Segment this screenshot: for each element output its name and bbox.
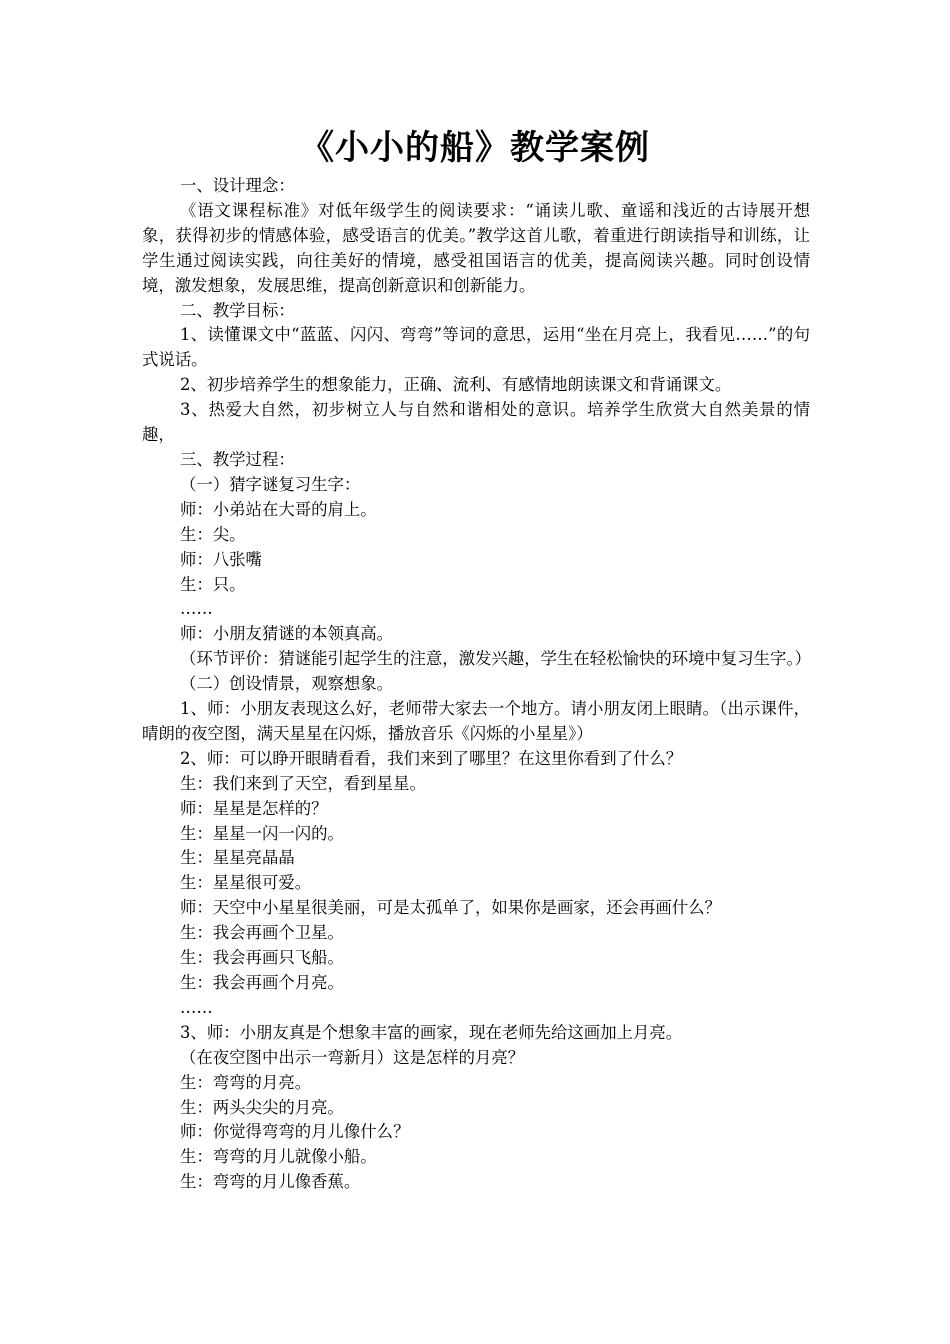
dialogue-line: 生：星星很可爱。 (180, 873, 312, 893)
dialogue-line: 师：星星是怎样的？ (180, 798, 328, 818)
dialogue-line: 生：我们来到了天空，看到星星。 (180, 773, 426, 793)
step-3: 3、师：小朋友真是个想象丰富的画家，现在老师先给这画加上月亮。 (180, 1022, 683, 1042)
goal-item-1: 1、读懂课文中“蓝蓝、闪闪、弯弯”等词的意思，运用“坐在月亮上，我看见……”的句式说话。 (142, 325, 810, 370)
dialogue-line: 生：星星一闪一闪的。 (180, 823, 344, 843)
goal-item-3: 3、热爱大自然，初步树立人与自然和谐相处的意识。培养学生欣赏大自然美景的情趣， (142, 400, 810, 445)
dialogue-line: 生：尖。 (180, 524, 246, 544)
dialogue-line: 师：你觉得弯弯的月儿像什么？ (180, 1122, 410, 1142)
section-heading-teaching-goals: 二、教学目标： (180, 300, 295, 320)
document-body (142, 174, 810, 1195)
step-1: 1、师：小朋友表现这么好，老师带大家去一个地方。请小朋友闭上眼睛。（出示课件，晴朗的夜空图，满天星星在闪烁，播放音乐《闪烁的小星星》） (142, 699, 810, 743)
section-heading-teaching-process: 三、教学过程： (180, 449, 295, 469)
dialogue-line: 生：我会再画只飞船。 (180, 948, 344, 968)
dialogue-line: 生：弯弯的月儿像香蕉。 (180, 1172, 361, 1192)
dialogue-line: 师：小弟站在大哥的肩上。 (180, 499, 377, 519)
evaluation-note: （环节评价：猜谜能引起学生的注意，激发兴趣，学生在轻松愉快的环境中复习生字。） (180, 649, 812, 669)
dialogue-line: 生：星星亮晶晶 (180, 848, 295, 868)
dialogue-line: 师：小朋友猜谜的本领真高。 (180, 624, 394, 644)
goal-item-2: 2、初步培养学生的想象能力，正确、流利、有感情地朗读课文和背诵课文。 (180, 375, 732, 395)
dialogue-line: 生：我会再画个卫星。 (180, 923, 344, 943)
subsection-heading-scenario: （二）创设情景，观察想象。 (180, 674, 394, 694)
ellipsis-line: …… (180, 599, 213, 619)
dialogue-line: 生：我会再画个月亮。 (180, 973, 344, 992)
section-heading-design-concept: 一、设计理念： (180, 176, 295, 195)
ellipsis-line: …… (180, 997, 213, 1017)
dialogue-line: 师：天空中小星星很美丽，可是太孤单了，如果你是画家，还会再画什么？ (180, 898, 721, 918)
dialogue-line: （在夜空图中出示一弯新月）这是怎样的月亮？ (180, 1047, 525, 1067)
step-2: 2、师：可以睁开眼睛看看，我们来到了哪里？在这里你看到了什么？ (180, 748, 683, 768)
dialogue-line: 生：两头尖尖的月亮。 (180, 1097, 344, 1117)
dialogue-line: 生：弯弯的月亮。 (180, 1072, 312, 1092)
subsection-heading-riddles: （一）猜字谜复习生字： (180, 474, 361, 494)
dialogue-line: 生：只。 (180, 574, 246, 594)
dialogue-line: 生：弯弯的月儿就像小船。 (180, 1147, 377, 1167)
paragraph-design-concept: 《语文课程标准》对低年级学生的阅读要求：“诵读儿歌、童谣和浅近的古诗展开想象，获得初步的情感体验，感受语言的优美。”教学这首儿歌，着重进行朗读指导和训练，让学生通过阅读实践，向往美好的情境，感受祖国语言的优美，提高阅读兴趣。同时创设情境，激发想象，发展思维，提高创新意识和创新能力。 (142, 200, 810, 295)
dialogue-line: 师：八张嘴 (180, 549, 262, 569)
document-title: 《小小的船》教学案例 (300, 128, 650, 168)
